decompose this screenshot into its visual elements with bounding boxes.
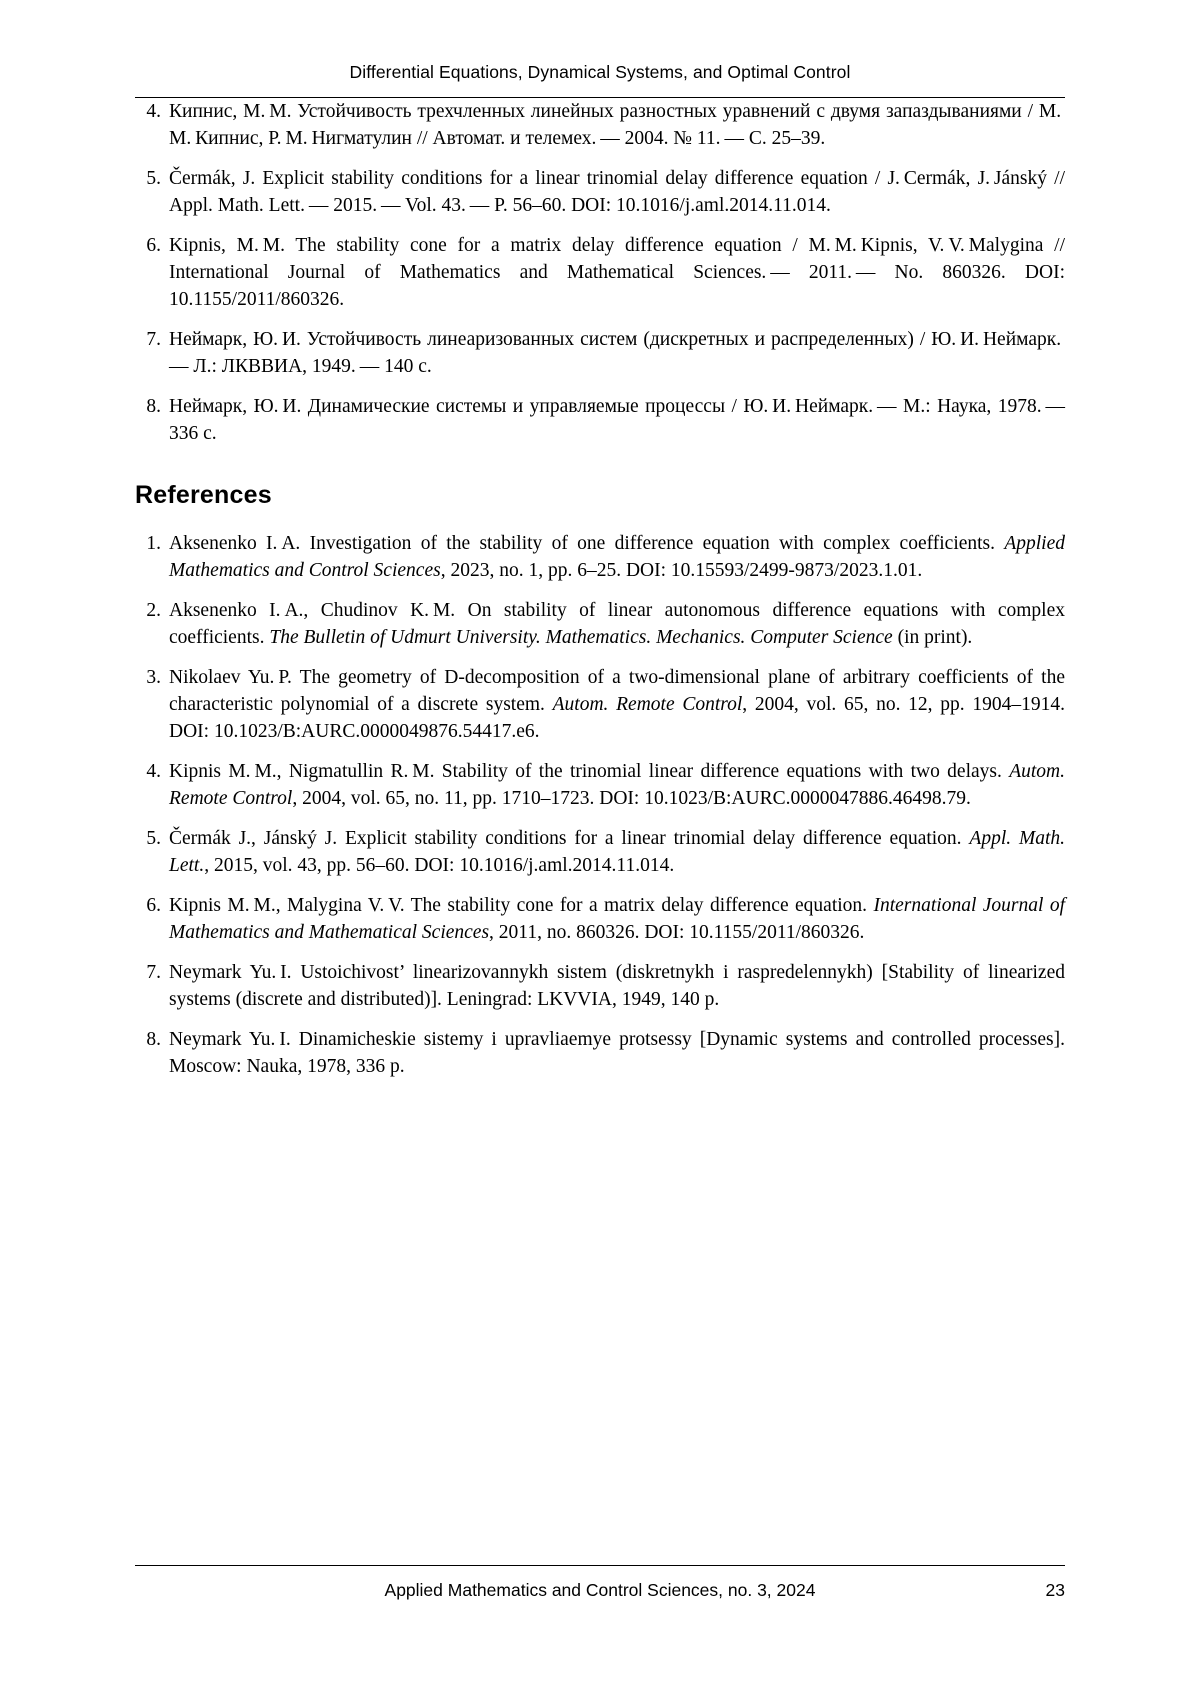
- reference-number: 7.: [146, 329, 161, 350]
- reference-text: Neymark Yu. I. Dinamicheskie sistemy i upravliaemye protsessy [Dynamic systems and controlled processes]. Moscow: Nauka, 1978, 336 p.: [169, 1029, 1065, 1077]
- reference-number: 5.: [146, 828, 161, 849]
- footer-journal-line: Applied Mathematics and Control Sciences, no. 3, 2024: [384, 1580, 816, 1600]
- page-footer: [135, 1565, 1065, 1601]
- reference-number: 2.: [146, 600, 161, 621]
- reference-text: Kipnis M. M., Nigmatullin R. M. Stability of the trinomial linear difference equations with two delays. Autom. Remote Control, 2004, vol. 65, no. 11, pp. 1710–1723. DOI: 10.1023/B:AURC.0000047886.46498.79.: [169, 761, 1065, 809]
- running-head: Differential Equations, Dynamical Systems, and Optimal Control: [349, 62, 851, 82]
- footer-divider: [135, 1565, 1065, 1566]
- reference-text: Неймарк, Ю. И. Устойчивость линеаризованных систем (дискретных и распределенных) / Ю. И. Неймарк. — Л.: ЛКВВИА, 1949. — 140 с.: [169, 329, 1065, 377]
- reference-number: 5.: [146, 168, 161, 189]
- reference-number: 7.: [146, 962, 161, 983]
- reference-item: [135, 530, 1065, 584]
- reference-number: 4.: [146, 761, 161, 782]
- reference-item: [135, 664, 1065, 745]
- reference-number: 6.: [146, 235, 161, 256]
- reference-text: Kipnis, M. M. The stability cone for a matrix delay difference equation / M. M. Kipnis, V. V. Malygina // International Journal of Mathematics and Mathematical Sciences. — 2011. — No. 860326. DOI: 10.1155/2011/860326.: [169, 235, 1065, 310]
- reference-item: [135, 165, 1065, 219]
- footer-page-number: 23: [1045, 1580, 1065, 1600]
- reference-text: Neymark Yu. I. Ustoichivost’ linearizovannykh sistem (diskretnykh i raspredelennykh) [Stability of linearized systems (discrete and distributed)]. Leningrad: LKVVIA, 1949, 140 p.: [169, 962, 1065, 1010]
- reference-number: 8.: [146, 396, 161, 417]
- reference-item: [135, 825, 1065, 879]
- references-heading: References: [135, 481, 272, 509]
- reference-item: [135, 326, 1065, 380]
- reference-item: [135, 98, 1065, 152]
- reference-number: 3.: [146, 667, 161, 688]
- reference-item: [135, 1026, 1065, 1080]
- reference-number: 1.: [146, 533, 161, 554]
- reference-number: 4.: [146, 101, 161, 122]
- reference-text: Nikolaev Yu. P. The geometry of D-decomposition of a two-dimensional plane of arbitrary coefficients of the characteristic polynomial of a discrete system. Autom. Remote Control, 2004, vol. 65, no. 12, pp. 1904–1914. DOI: 10.1023/B:AURC.0000049876.54417.e6.: [169, 667, 1065, 742]
- reference-item: [135, 758, 1065, 812]
- english-reference-list: [135, 530, 1065, 1080]
- reference-text: Aksenenko I. A., Chudinov K. M. On stability of linear autonomous difference equations with complex coefficients. The Bulletin of Udmurt University. Mathematics. Mechanics. Computer Science (in print).: [169, 600, 1065, 648]
- reference-text: Čermák J., Jánský J. Explicit stability conditions for a linear trinomial delay difference equation. Appl. Math. Lett., 2015, vol. 43, pp. 56–60. DOI: 10.1016/j.aml.2014.11.014.: [169, 828, 1065, 876]
- cyrillic-reference-list: [135, 98, 1065, 447]
- reference-item: [135, 597, 1065, 651]
- reference-item: [135, 232, 1065, 313]
- reference-text: Неймарк, Ю. И. Динамические системы и управляемые процессы / Ю. И. Неймарк. — М.: Наука, 1978. — 336 с.: [169, 396, 1065, 444]
- reference-number: 6.: [146, 895, 161, 916]
- reference-item: [135, 892, 1065, 946]
- reference-item: [135, 393, 1065, 447]
- reference-text: Aksenenko I. A. Investigation of the stability of one difference equation with complex coefficients. Applied Mathematics and Control Sciences, 2023, no. 1, pp. 6–25. DOI: 10.15593/2499-9873/2023.1.01.: [169, 533, 1065, 581]
- reference-text: Кипнис, М. М. Устойчивость трехчленных линейных разностных уравнений с двумя запаздываниями / М. М. Кипнис, Р. М. Нигматулин // Автомат. и телемех. — 2004. № 11. — С. 25–39.: [169, 101, 1065, 149]
- reference-item: [135, 959, 1065, 1013]
- reference-text: Čermák, J. Explicit stability conditions for a linear trinomial delay difference equation / J. Cermák, J. Jánský // Appl. Math. Lett. — 2015. — Vol. 43. — P. 56–60. DOI: 10.1016/j.aml.2014.11.014.: [169, 168, 1065, 216]
- reference-text: Kipnis M. M., Malygina V. V. The stability cone for a matrix delay difference equation. International Journal of Mathematics and Mathematical Sciences, 2011, no. 860326. DOI: 10.1155/2011/860326.: [169, 895, 1065, 943]
- reference-number: 8.: [146, 1029, 161, 1050]
